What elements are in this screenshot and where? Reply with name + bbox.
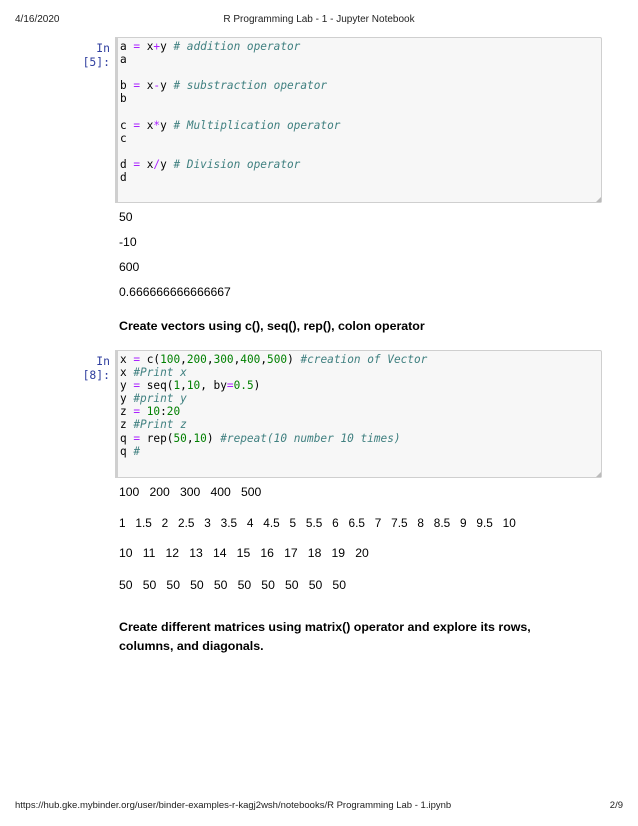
code-token: , (206, 353, 214, 366)
operator-token: = (133, 431, 141, 445)
comment-token: # (133, 444, 141, 458)
print-date: 4/16/2020 (15, 14, 60, 25)
number-token: 500 (267, 353, 288, 366)
code-token: x (120, 366, 134, 380)
code-line (120, 171, 601, 184)
code-token (140, 405, 147, 418)
code-line (120, 79, 601, 92)
code-token: z (120, 405, 134, 419)
code-token: d (120, 170, 127, 184)
code-line (120, 92, 601, 105)
code-token: ) (206, 431, 221, 445)
cell-2-code[interactable] (116, 351, 601, 458)
code-line (120, 353, 601, 366)
cell-1-code[interactable] (116, 38, 601, 197)
comment-token: #repeat(10 number 10 times) (220, 431, 401, 445)
print-url: https://hub.gke.mybinder.org/user/binder-examples-r-kagj2wsh/notebooks/R Programming Lab - 1.ipynb (15, 800, 452, 811)
number-token: 50 (173, 431, 187, 445)
comment-token: #print y (133, 392, 187, 406)
code-token: a (120, 53, 127, 67)
code-token: q (120, 444, 134, 458)
number-token: 10 (193, 431, 207, 445)
operator-token: = (133, 118, 141, 132)
code-line (120, 105, 601, 118)
code-line (120, 432, 601, 445)
code-token: y (120, 392, 134, 406)
cell-2-output-3: 10 11 12 13 14 15 16 17 18 19 20 (119, 546, 369, 560)
code-token: y (160, 40, 174, 53)
code-token: c( (140, 353, 161, 366)
comment-token: #Print z (133, 418, 187, 432)
code-line (120, 366, 601, 379)
code-token: , (180, 379, 187, 393)
cell-1-resize-handle[interactable] (596, 197, 601, 202)
operator-token: = (133, 40, 141, 53)
code-line (120, 445, 601, 458)
cell-2-output-1: 100 200 300 400 500 (119, 485, 262, 499)
code-token: , (186, 431, 194, 445)
cell-1-output-1: 50 (119, 210, 133, 224)
code-token: b (120, 79, 134, 93)
number-token: 20 (166, 405, 181, 419)
cell-2-resize-handle[interactable] (596, 472, 601, 477)
code-token: y (160, 79, 174, 93)
operator-token: = (133, 353, 141, 366)
code-line (120, 66, 601, 79)
code-line (120, 119, 601, 132)
comment-token: #creation of Vector (300, 353, 428, 366)
cell-1-output-4: 0.666666666666667 (119, 285, 231, 299)
cell-1-input[interactable] (115, 37, 602, 203)
cell-2-gutter (115, 350, 118, 478)
code-token: x (140, 118, 154, 132)
code-token: , (180, 353, 187, 366)
operator-token: = (133, 405, 141, 419)
code-token: x (140, 157, 154, 171)
cell-1-output-2: -10 (119, 235, 137, 249)
code-line (120, 184, 601, 197)
page-number: 2/9 (609, 800, 623, 811)
markdown-heading-matrices: Create different matrices using matrix() operator and explore its rows, columns, and diagonals. (119, 620, 531, 653)
print-title: R Programming Lab - 1 - Jupyter Notebook (223, 14, 415, 25)
comment-token: # Multiplication operator (173, 118, 341, 132)
number-token: 300 (213, 353, 234, 366)
operator-token: = (133, 79, 141, 93)
number-token: 200 (186, 353, 207, 366)
code-line (120, 405, 601, 418)
code-line (120, 158, 601, 171)
operator-token: = (133, 379, 141, 393)
number-token: 400 (240, 353, 261, 366)
code-token: , (233, 353, 241, 366)
code-token: b (120, 92, 127, 106)
code-token: , (260, 353, 268, 366)
operator-token: / (153, 157, 161, 171)
code-token: y (160, 157, 174, 171)
operator-token: * (153, 118, 161, 132)
number-token: 0.5 (233, 379, 254, 393)
code-token: seq( (140, 379, 174, 393)
code-token: ) (253, 379, 261, 393)
comment-token: # Division operator (173, 157, 301, 171)
code-token: : (160, 405, 167, 419)
code-token: c (120, 131, 127, 145)
code-token: q (120, 431, 134, 445)
code-line (120, 53, 601, 66)
cell-1-prompt: In [5]: (82, 41, 110, 69)
cell-1-output-3: 600 (119, 260, 140, 274)
code-token: , by (200, 379, 227, 393)
code-token: y (160, 118, 174, 132)
code-token: x (140, 79, 154, 93)
code-token: x (120, 353, 134, 366)
code-line (120, 418, 601, 431)
comment-token: # addition operator (173, 40, 301, 53)
code-line (120, 40, 601, 53)
operator-token: = (133, 157, 141, 171)
code-token: x (140, 40, 154, 53)
code-token: d (120, 157, 134, 171)
code-line (120, 392, 601, 405)
cell-2-prompt: In [8]: (82, 354, 110, 382)
number-token: 1 (173, 379, 181, 393)
comment-token: # substraction operator (173, 79, 328, 93)
cell-2-output-4: 50 50 50 50 50 50 50 50 50 50 (119, 578, 346, 592)
code-token: a (120, 40, 134, 53)
cell-1-gutter (115, 37, 118, 203)
operator-token: - (153, 79, 161, 93)
number-token: 100 (160, 353, 181, 366)
code-token: c (120, 118, 134, 132)
code-line (120, 379, 601, 392)
comment-token: #Print x (133, 366, 187, 380)
code-line (120, 145, 601, 158)
cell-2-output-2: 1 1.5 2 2.5 3 3.5 4 4.5 5 5.5 6 6.5 7 7.5 8 8.5 9 9.5 10 (119, 516, 516, 530)
number-token: 10 (146, 405, 161, 419)
number-token: 10 (186, 379, 201, 393)
code-token: ) (287, 353, 301, 366)
code-line (120, 132, 601, 145)
code-token: y (120, 379, 134, 393)
code-token: z (120, 418, 134, 432)
operator-token: + (153, 40, 161, 53)
cell-2-input[interactable] (115, 350, 602, 478)
markdown-heading-vectors: Create vectors using c(), seq(), rep(), colon operator (119, 319, 425, 333)
operator-token: = (226, 379, 234, 393)
code-token: rep( (140, 431, 174, 445)
